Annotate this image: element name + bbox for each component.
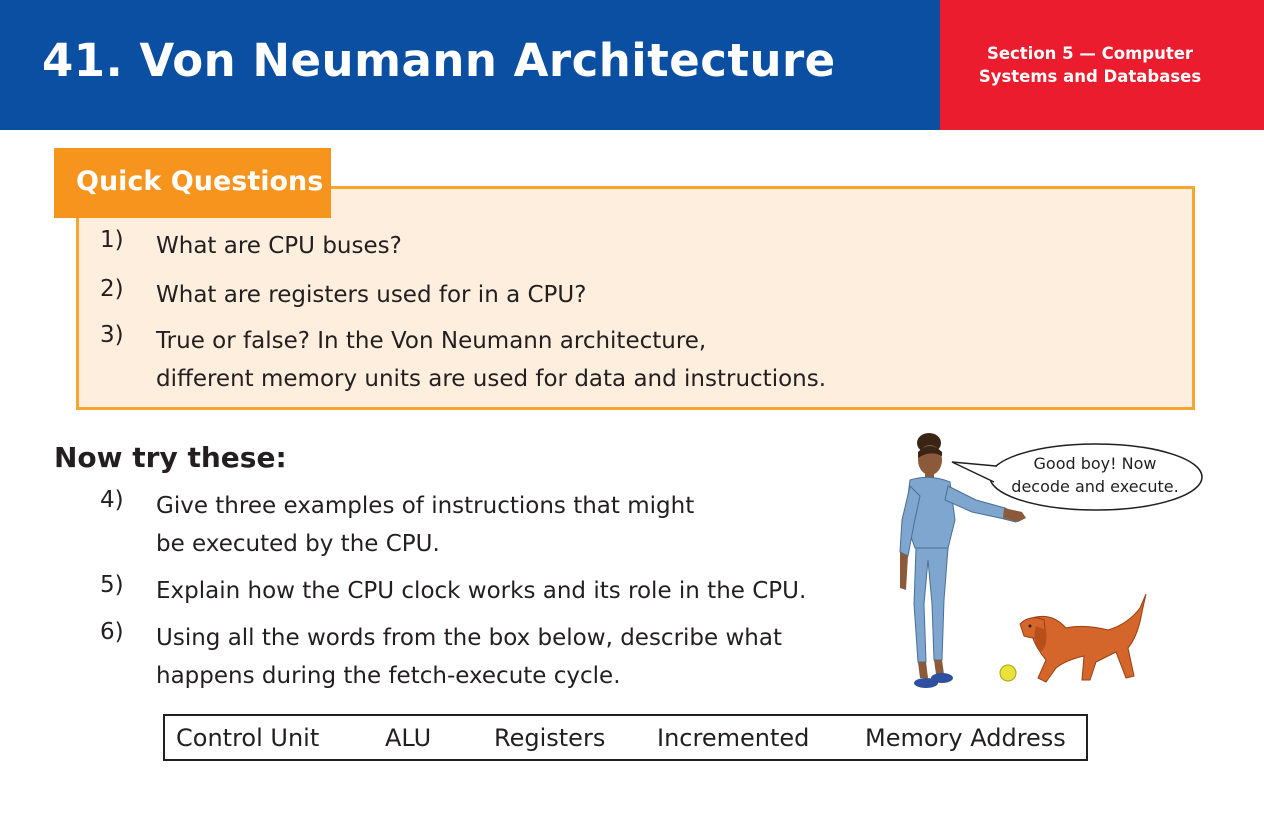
question-3-text — [156, 322, 826, 398]
speech-line-2: decode and execute. — [1011, 477, 1179, 496]
try-these-heading: Now try these: — [54, 441, 287, 474]
question-6-line-2: happens during the fetch-execute cycle. — [156, 663, 621, 689]
question-5-number: 5) — [100, 572, 124, 598]
question-3-line-2: different memory units are used for data and instructions. — [156, 366, 827, 392]
word-control-unit: Control Unit — [176, 724, 320, 752]
question-5-line-1: Explain how the CPU clock works and its role in the CPU. — [156, 578, 807, 604]
question-1-text — [156, 227, 402, 265]
speech-bubble-text — [1004, 452, 1186, 498]
question-2-text — [156, 276, 586, 314]
question-6-number: 6) — [100, 619, 124, 645]
tennis-ball-icon — [1000, 665, 1016, 681]
question-4-number: 4) — [100, 487, 124, 513]
question-6-text — [156, 619, 782, 695]
question-6-line-1: Using all the words from the box below, describe what — [156, 625, 782, 651]
question-1-line-1: What are CPU buses? — [156, 233, 402, 259]
question-3-line-1: True or false? In the Von Neumann architecture, — [156, 328, 707, 354]
quick-questions-title: Quick Questions — [76, 166, 324, 197]
dog-figure — [1020, 594, 1146, 682]
word-registers: Registers — [494, 724, 606, 752]
page-title: 41. Von Neumann Architecture — [42, 34, 836, 87]
question-4-text — [156, 487, 694, 563]
question-3-number: 3) — [100, 322, 124, 348]
question-4-line-2: be executed by the CPU. — [156, 531, 440, 557]
question-4-line-1: Give three examples of instructions that might — [156, 493, 695, 519]
section-label-line-1: Section 5 — Computer — [986, 44, 1194, 63]
question-2-number: 2) — [100, 276, 124, 302]
word-alu: ALU — [385, 724, 432, 752]
speech-line-1: Good boy! Now — [1033, 454, 1157, 473]
section-label — [940, 42, 1240, 88]
word-memory-address: Memory Address — [865, 724, 1066, 752]
question-2-line-1: What are registers used for in a CPU? — [156, 282, 587, 308]
section-label-line-2: Systems and Databases — [978, 67, 1202, 86]
word-incremented: Incremented — [657, 724, 810, 752]
question-1-number: 1) — [100, 227, 124, 253]
question-5-text — [156, 572, 806, 610]
word-box — [163, 714, 1088, 761]
